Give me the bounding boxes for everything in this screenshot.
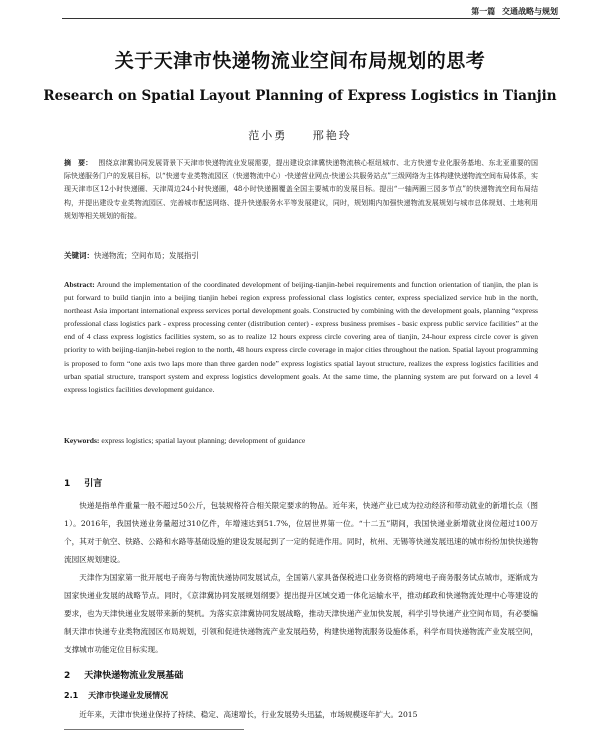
section-1-paragraph-1: 快递是指单件重量一般不超过50公斤，包装规格符合相关限定要求的物品。近年来，快递产业已成为拉动经济和带动就业的新增长点（图1）。2016年，我国快递业务量超过310亿件，年增速达到51.7%，位居世界第一位。“十二五”期间，我国快递业新增就业岗位超过100万个，其对于航空、铁路、公路和水路等基础设施的建设发展起到了一定的促进作用。同时，杭州、无锡等快递发展迅速的城市纷纷加快快递物流园区规划建设。 [64, 501, 538, 564]
keywords-english [64, 436, 538, 445]
section-1-heading [64, 476, 102, 489]
running-head [467, 6, 558, 17]
abstract-english [64, 278, 538, 396]
abstract-cn-label: 摘 要： [64, 159, 93, 167]
abstract-en-label: Abstract: [64, 280, 95, 289]
footnote-rule [64, 729, 244, 730]
title-chinese: 关于天津市快递物流业空间布局规划的思考 [114, 50, 486, 72]
authors [0, 127, 600, 143]
section-1-title: 引言 [84, 479, 103, 489]
section-1-paragraph-2: 天津作为国家第一批开展电子商务与物流快递协同发展试点，全国第八家具备保税进口业务资格的跨境电子商务服务试点城市，逐渐成为国家快递业发展的战略节点。同时，《京津冀协同发展规划纲要》提出提升区域交通一体化运输水平，推动邮政和快递物流处理中心等建设的要求，也为天津快递业发展带来新的契机。为落实京津冀协同发展战略，推动天津快递产业加快发展，科学引导快递产业空间布局，有必要编制天津市快递专业类物流园区布局规划，引领和促进快递物流产业发展趋势，构建快递物流服务设施体系，科学布局快递物流产业发展空间，支撑城市功能定位目标实现。 [64, 573, 538, 654]
section-2-1-paragraph: 近年来，天津市快递业保持了持续、稳定、高速增长，行业发展势头迅猛，市场规模逐年扩大。2015 [79, 710, 418, 719]
keywords-chinese [64, 250, 538, 261]
author-1: 范小勇 [248, 129, 288, 142]
keywords-en-label: Keywords: [64, 436, 100, 445]
title-english: Research on Spatial Layout Planning of Express Logistics in Tianjin [43, 88, 557, 104]
section-2-number: 2 [64, 671, 71, 681]
subsection-2-1-title: 天津市快递业发展情况 [88, 691, 169, 700]
running-head-topic: 交通战略与规划 [502, 7, 558, 16]
author-2: 邢艳玲 [312, 129, 352, 142]
subsection-2-1-heading [64, 690, 168, 701]
section-2-heading [64, 668, 183, 681]
keywords-cn-label: 关键词： [64, 251, 94, 260]
section-2-title: 天津快递物流业发展基础 [84, 671, 184, 681]
subsection-2-1-number: 2.1 [64, 691, 79, 700]
keywords-en-text: express logistics; spatial layout planning; development of guidance [101, 436, 306, 445]
keywords-cn-text: 快递物流；空间布局；发展指引 [94, 251, 199, 260]
abstract-cn-text: 围绕京津冀协同发展背景下天津市快递物流业发展需要，提出建设京津冀快递物流核心枢纽城市、北方快递专业化服务基地、东北亚重要的国际快递服务门户的发展目标，以“快递专业类物流园区（快递物流中心）-快递营业网点-快递公共服务站点”三级网络为主体构建快递物流空间布局体系，实现天津市区12小时快递圈、天津周边24小时快递圈，48小时快递圈覆盖全国主要城市的发展目标。提出“一轴两圈三园多节点”的快递物流空间布局结构，并提出建设专业类物流园区、完善城市配送网络、提升快递服务水平等发展建议，同时，规划期内加强快递物流发展规划与城市总体规划、土地利用规划等相关规划的衔接。 [64, 159, 539, 220]
section-1-number: 1 [64, 479, 71, 489]
abstract-en-text: Around the implementation of the coordinated development of beijing-tianjin-hebei requirements and function orientation of tianjin, the plan is put forward to build tianjin into a beijing tianjin hebei region express professional class logistics center, express specialized service hub in the north, northeast Asia important international express services portal development goals. Constructed by combining with the development goals, planning “express professional class logistics park - express processing center (distribution center) - express business premises - basic express public service facilities” at the end of 4 class express logistics facilities system, so as to realize 12 hours express circle covering area of tianjin, 24-hour express circle cover is given priority to with beijing-tianjin-hebei region to the north, 48 hours express circle coverage in major cities throughout the nation. Spatial layout programming is proposed to form “one axis two laps more than three garden node” express logistics spatial layout structure, realizes the express logistics facilities and urban spatial structure, transport system and express logistics development goals. At the same time, the planning system are put forward on a level 4 express logistics facilities development guidance. [64, 280, 538, 394]
running-head-part: 第一篇 [471, 7, 496, 16]
header-rule [62, 18, 560, 19]
abstract-chinese [64, 157, 538, 223]
